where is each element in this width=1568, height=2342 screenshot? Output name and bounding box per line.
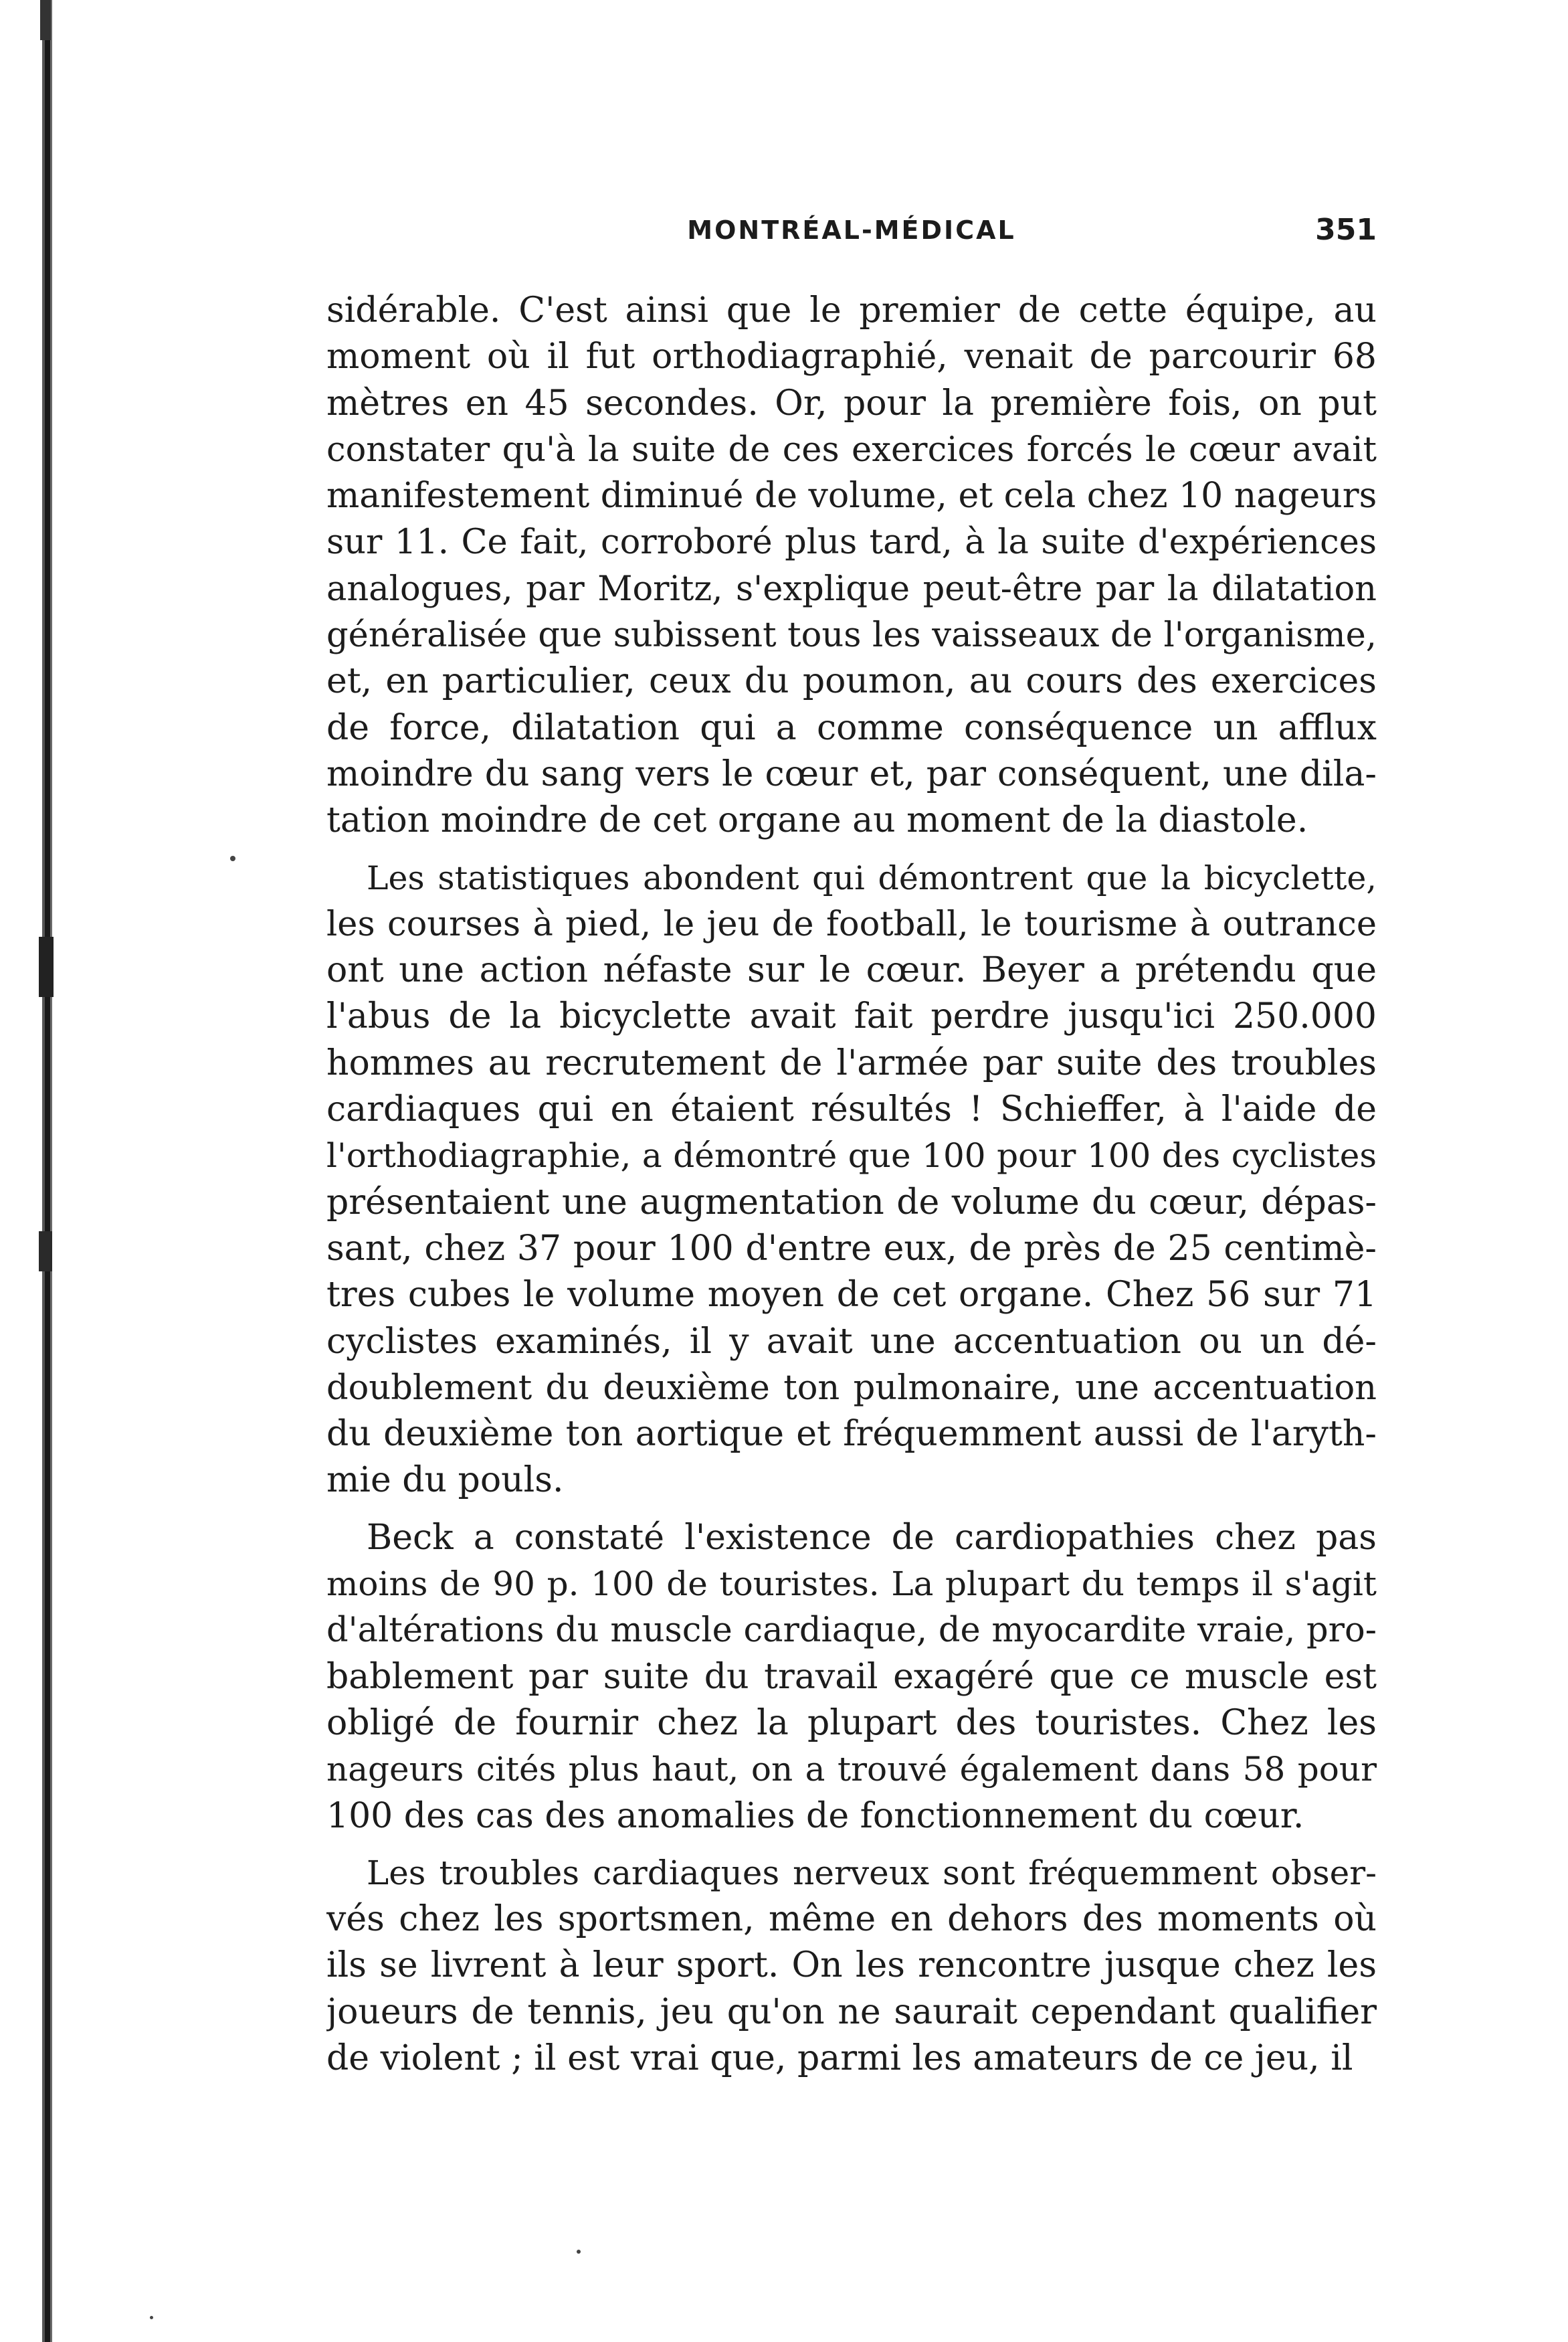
text-line: tation moindre de cet organe au moment de la diastole. [326,800,1308,841]
text-line: constater qu'à la suite de ces exercices forcés le cœur avait [326,430,1377,470]
text-line: hommes au recrutement de l'armée par suite des troubles [326,1043,1377,1083]
text-line: sant, chez 37 pour 100 d'entre eux, de près de 25 centimè- [326,1228,1377,1269]
paragraph [326,288,1377,844]
scan-speck [577,2250,581,2254]
text-line: moindre du sang vers le cœur et, par conséquent, une dila- [326,753,1377,794]
text-line: mètres en 45 secondes. Or, pour la première fois, on put [326,383,1377,424]
body-text [326,288,1377,2092]
text-line: ils se livrent à leur sport. On les rencontre jusque chez les [326,1945,1377,1986]
text-line: tres cubes le volume moyen de cet organe. Chez 56 sur 71 [326,1275,1377,1316]
text-line: cardiaques qui en étaient résultés ! Schieffer, à l'aide de [326,1089,1377,1130]
text-line: manifestement diminué de volume, et cela chez 10 nageurs [326,476,1377,517]
running-head [326,213,1377,253]
text-line: l'abus de la bicyclette avait fait perdre jusqu'ici 250.000 [326,996,1377,1037]
paragraph [326,855,1377,1504]
text-line: les courses à pied, le jeu de football, le tourisme à outrance [326,904,1377,944]
text-line: l'orthodiagraphie, a démontré que 100 pour 100 des cyclistes [326,1136,1377,1176]
text-line: Les troubles cardiaques nerveux sont fréquemment obser- [367,1853,1377,1892]
text-line: Beck a constaté l'existence de cardiopathies chez pas [367,1517,1377,1558]
page-number: 351 [1315,213,1377,247]
text-line: doublement du deuxième ton pulmonaire, une accentuation [326,1368,1377,1408]
text-line: et, en particulier, ceux du poumon, au cours des exercices [326,661,1377,702]
scan-speck [230,856,235,861]
text-line: moment où il fut orthodiagraphié, venait de parcourir 68 [326,337,1377,377]
text-line: moins de 90 p. 100 de touristes. La plupart du temps il s'agit [326,1564,1377,1604]
text-line: obligé de fournir chez la plupart des touristes. Chez les [326,1702,1377,1743]
text-line: généralisée que subissent tous les vaisseaux de l'organisme, [326,616,1377,656]
text-line: analogues, par Moritz, s'explique peut-être par la dilatation [326,569,1377,609]
text-line: sur 11. Ce fait, corroboré plus tard, à la suite d'expériences [326,523,1377,563]
paragraph [326,1850,1377,2082]
text-line: cyclistes examinés, il y avait une accentuation ou un dé- [326,1321,1377,1362]
text-line: d'altérations du muscle cardiaque, de myocardite vraie, pro- [326,1611,1377,1651]
text-line: bablement par suite du travail exagéré que ce muscle est [326,1656,1377,1697]
text-line: nageurs cités plus haut, on a trouvé également dans 58 pour [326,1750,1377,1789]
text-line: vés chez les sportsmen, même en dehors des moments où [326,1899,1377,1940]
text-line: sidérable. C'est ainsi que le premier de cette équipe, au [326,290,1377,331]
text-line: de violent ; il est vrai que, parmi les amateurs de ce jeu, il [326,2038,1353,2078]
text-line: ont une action néfaste sur le cœur. Beyer a prétendu que [326,950,1377,991]
journal-title: MONTRÉAL-MÉDICAL [687,215,1016,245]
text-line: 100 des cas des anomalies de fonctionnement du cœur. [326,1795,1304,1836]
text-line: de force, dilatation qui a comme conséquence un afflux [326,707,1377,748]
paragraph [326,1515,1377,1839]
text-line: mie du pouls. [326,1460,564,1501]
text-line: joueurs de tennis, jeu qu'on ne saurait cependant qualifier [326,1991,1377,2032]
text-line: Les statistiques abondent qui démontrent que la bicyclette, [367,859,1377,897]
text-line: du deuxième ton aortique et fréquemment aussi de l'aryth- [326,1414,1377,1455]
text-line: présentaient une augmentation de volume du cœur, dépas- [326,1182,1377,1223]
scan-speck [150,2316,153,2319]
